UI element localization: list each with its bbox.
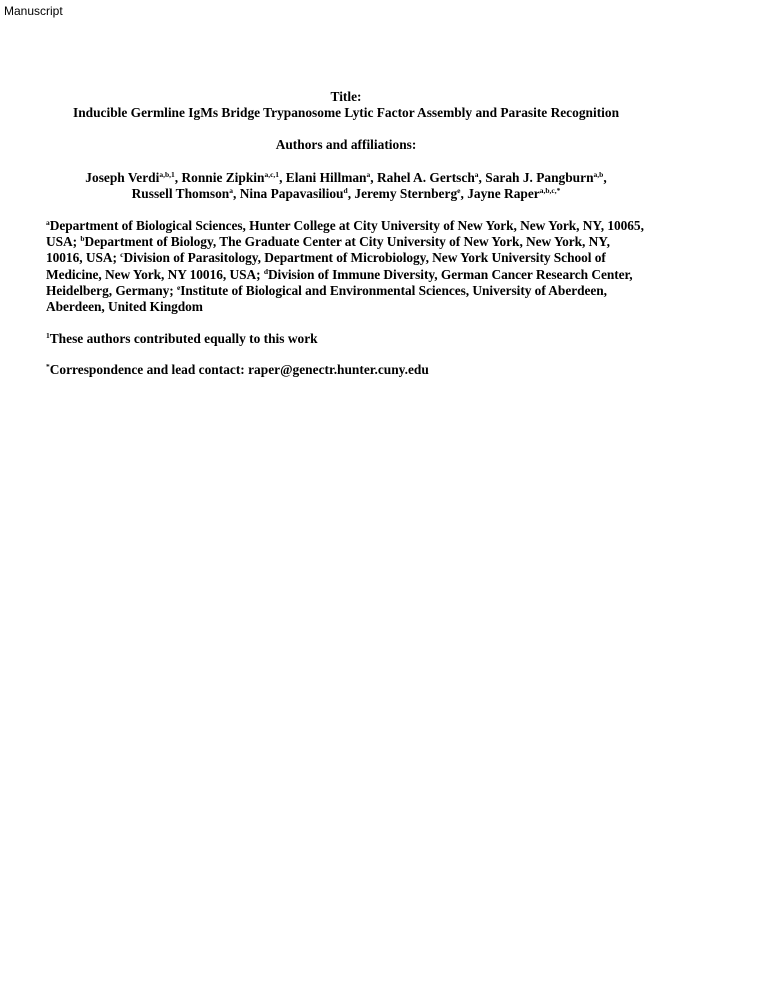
author-separator: ,	[460, 185, 468, 201]
author-name: Ronnie Zipkin	[181, 169, 265, 185]
affiliation-mark: c	[120, 250, 124, 260]
manuscript-label: Manuscript	[4, 4, 63, 18]
affiliation-text: Division of Parasitology, Department of Microbiology, New York University School of Medicine, New York, NY 10016, USA;	[46, 250, 606, 282]
affiliation-mark: a	[46, 218, 50, 228]
author	[85, 170, 181, 185]
affiliation-mark: b	[80, 234, 85, 244]
author-affiliation-mark: a	[366, 169, 371, 179]
author-affiliation-mark: e	[457, 185, 461, 195]
correspondence-note	[46, 362, 646, 378]
correspondence-text: Correspondence and lead contact: raper@genectr.hunter.cuny.edu	[49, 362, 429, 378]
footnote-text: These authors contributed equally to this work	[49, 331, 318, 347]
author-name: Jayne Raper	[467, 185, 540, 201]
author-separator: ,	[279, 169, 286, 185]
title-label: Title:	[330, 89, 362, 104]
equal-contribution-note	[46, 331, 646, 347]
author	[286, 170, 377, 185]
author	[132, 186, 240, 201]
title-page	[46, 89, 646, 379]
author-affiliation-mark: a	[229, 185, 233, 195]
paper-title: Inducible Germline IgMs Bridge Trypanosome Lytic Factor Assembly and Parasite Recognition	[72, 105, 620, 121]
author	[181, 170, 285, 185]
author-affiliation-mark: a,b,c,*	[539, 185, 561, 195]
affiliation-text: Department of Biology, The Graduate Center at City University of New York, New York, NY, 10016, USA;	[46, 234, 610, 266]
author-name: Russell Thomson	[131, 185, 230, 201]
affiliation-text: Department of Biological Sciences, Hunter College at City University of New York, New York, NY, 10065, USA;	[46, 218, 644, 250]
author-name: Jeremy Sternberg	[354, 185, 458, 201]
author	[467, 186, 560, 201]
author-list	[46, 170, 646, 202]
affiliation-mark: e	[176, 282, 181, 292]
title-block	[46, 89, 646, 121]
correspondence-mark: *	[46, 362, 50, 372]
author-name: Sarah J. Pangburn	[485, 169, 594, 185]
author-separator: ,	[478, 169, 486, 185]
author-name: Elani Hillman	[285, 169, 367, 185]
author-separator: ,	[370, 169, 377, 185]
footnote-mark: 1	[46, 331, 50, 341]
author-name: Nina Papavasiliou	[239, 185, 344, 201]
author-name: Rahel A. Gertsch	[376, 169, 475, 185]
affiliation-mark: d	[263, 266, 268, 276]
author-affiliation-mark: a,c,1	[264, 169, 280, 179]
author	[377, 170, 485, 185]
author-separator: ,	[174, 169, 182, 185]
affiliation-list	[46, 218, 646, 315]
author-name: Joseph Verdi	[85, 169, 160, 185]
affiliation-text: Institute of Biological and Environmental Sciences, University of Aberdeen, Aberdeen, United Kingdom	[46, 282, 607, 315]
author-separator: ,	[233, 185, 240, 201]
author-separator: ,	[603, 169, 607, 185]
author-affiliation-mark: a,b,1	[159, 169, 175, 179]
affiliation-text: Division of Immune Diversity, German Cancer Research Center, Heidelberg, Germany;	[46, 266, 633, 298]
author-affiliation-mark: a	[474, 169, 479, 179]
author-affiliation-mark: a,b	[593, 169, 604, 179]
author	[485, 170, 606, 185]
author-affiliation-mark: d	[343, 185, 348, 195]
author	[240, 186, 355, 201]
authors-heading: Authors and affiliations:	[275, 137, 417, 153]
author-separator: ,	[347, 185, 355, 201]
author	[354, 186, 467, 201]
